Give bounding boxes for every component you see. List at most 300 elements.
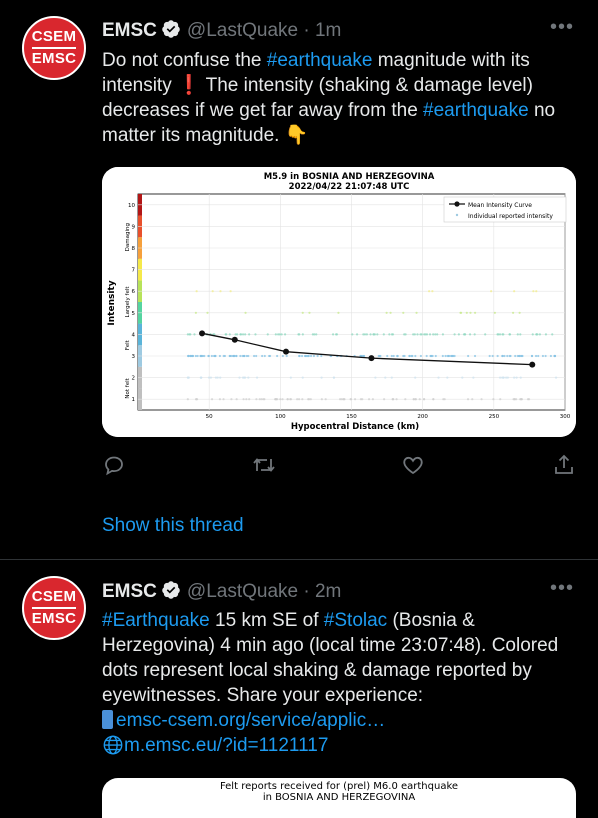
individual-report-point — [195, 398, 197, 400]
avatar-text-bottom: EMSC — [31, 50, 77, 67]
individual-report-point — [508, 333, 510, 335]
hashtag-link[interactable]: #earthquake — [266, 50, 373, 71]
individual-report-point — [307, 355, 309, 357]
x-tick-label: 50 — [205, 414, 213, 420]
individual-report-point — [520, 377, 522, 379]
mean-intensity-point — [232, 337, 238, 343]
individual-report-point — [471, 398, 473, 400]
individual-report-point — [501, 333, 503, 335]
individual-report-point — [302, 333, 304, 335]
individual-report-point — [279, 398, 281, 400]
individual-report-point — [423, 398, 425, 400]
text-segment: Do not confuse the — [102, 50, 267, 71]
individual-report-point — [343, 398, 345, 400]
individual-report-point — [515, 377, 517, 379]
x-tick-label: 300 — [559, 414, 571, 420]
individual-report-point — [474, 355, 476, 357]
individual-report-point — [244, 333, 246, 335]
pointing-down-emoji: 👇 — [284, 125, 309, 146]
individual-report-point — [248, 398, 250, 400]
individual-report-point — [501, 355, 503, 357]
individual-report-point — [238, 377, 240, 379]
individual-report-point — [267, 333, 269, 335]
individual-report-point — [229, 333, 231, 335]
text-segment: (Bosnia & Herzegovina) 4 min ago (local time 23:07:48). Colored dots represent local shaking & damage reported by eyewitnesses. Share your experience: — [102, 610, 559, 706]
individual-report-point — [512, 312, 514, 314]
individual-report-point — [286, 355, 288, 357]
individual-report-point — [421, 333, 423, 335]
individual-report-point — [509, 355, 511, 357]
individual-report-point — [197, 355, 199, 357]
verified-badge-icon — [161, 580, 181, 600]
individual-report-point — [484, 333, 486, 335]
individual-report-point — [384, 377, 386, 379]
individual-report-point — [528, 398, 530, 400]
individual-report-point — [376, 333, 378, 335]
individual-report-point — [301, 398, 303, 400]
avatar-text-bottom: EMSC — [31, 610, 77, 627]
individual-report-point — [555, 377, 557, 379]
x-axis-label: Hypocentral Distance (km) — [290, 422, 420, 432]
individual-report-point — [188, 333, 190, 335]
individual-report-point — [467, 355, 469, 357]
individual-report-point — [236, 398, 238, 400]
individual-report-point — [386, 312, 388, 314]
y-tick-label: 3 — [131, 354, 135, 360]
individual-report-point — [517, 355, 519, 357]
individual-report-point — [408, 355, 410, 357]
individual-report-point — [447, 355, 449, 357]
individual-report-point — [255, 398, 257, 400]
verified-badge-icon — [161, 19, 181, 39]
share-icon[interactable] — [552, 453, 576, 477]
individual-report-point — [230, 355, 232, 357]
individual-report-point — [242, 398, 244, 400]
individual-report-point — [301, 355, 303, 357]
chart-subtitle: 2022/04/22 21:07:48 UTC — [288, 182, 410, 192]
individual-report-point — [356, 333, 358, 335]
individual-report-point — [507, 377, 509, 379]
individual-report-point — [248, 333, 250, 335]
mean-intensity-point — [368, 355, 374, 361]
author-name[interactable]: EMSC — [102, 20, 157, 41]
individual-report-point — [269, 355, 271, 357]
individual-report-point — [497, 355, 499, 357]
individual-report-point — [480, 398, 482, 400]
like-icon[interactable] — [401, 453, 425, 477]
intensity-band-label: Damaging — [125, 223, 131, 252]
individual-report-point — [434, 333, 436, 335]
individual-report-point — [539, 333, 541, 335]
avatar[interactable] — [22, 16, 86, 80]
tweet-text — [102, 48, 582, 148]
individual-report-point — [274, 398, 276, 400]
more-options-icon[interactable]: ••• — [549, 16, 574, 38]
individual-report-point — [458, 333, 460, 335]
individual-report-point — [395, 398, 397, 400]
individual-report-point — [282, 355, 284, 357]
y-axis-label: Intensity — [107, 280, 117, 326]
individual-report-point — [289, 398, 291, 400]
tweet-time[interactable]: · 1m — [303, 20, 342, 41]
individual-report-point — [464, 333, 466, 335]
individual-report-point — [521, 355, 523, 357]
individual-report-point — [383, 333, 385, 335]
author-handle[interactable]: @LastQuake — [186, 581, 299, 602]
individual-report-point — [362, 333, 364, 335]
intensity-chart — [102, 167, 576, 437]
individual-report-point — [206, 312, 208, 314]
individual-report-point — [416, 333, 418, 335]
individual-report-point — [256, 377, 258, 379]
individual-report-point — [435, 355, 437, 357]
individual-report-point — [211, 398, 213, 400]
individual-report-point — [550, 355, 552, 357]
avatar-text-top: CSEM — [31, 28, 77, 45]
individual-report-point — [420, 355, 422, 357]
individual-report-point — [432, 333, 434, 335]
individual-report-point — [374, 377, 376, 379]
hashtag-link[interactable]: #Earthquake — [102, 610, 210, 631]
mean-intensity-point — [199, 330, 205, 336]
individual-report-point — [302, 312, 304, 314]
x-tick-label: 100 — [275, 414, 286, 420]
mobile-phone-icon — [102, 710, 113, 729]
individual-report-point — [544, 355, 546, 357]
individual-report-point — [308, 312, 310, 314]
individual-report-point — [430, 355, 432, 357]
text-segment: 15 km SE of — [209, 610, 324, 631]
individual-report-point — [187, 355, 189, 357]
avatar[interactable] — [22, 576, 86, 640]
intensity-band-label: Felt — [125, 340, 131, 351]
individual-report-point — [243, 377, 245, 379]
individual-report-point — [391, 377, 393, 379]
individual-report-point — [219, 355, 221, 357]
individual-report-point — [317, 355, 319, 357]
individual-report-point — [354, 398, 356, 400]
individual-report-point — [532, 290, 534, 292]
individual-report-point — [402, 355, 404, 357]
individual-report-point — [296, 398, 298, 400]
individual-report-point — [469, 312, 471, 314]
individual-report-point — [264, 355, 266, 357]
individual-report-point — [531, 355, 533, 357]
individual-report-point — [431, 290, 433, 292]
intensity-band-label: Not felt — [125, 378, 131, 399]
individual-report-point — [474, 312, 476, 314]
individual-report-point — [210, 377, 212, 379]
individual-report-point — [391, 355, 393, 357]
retweet-icon[interactable] — [252, 453, 276, 477]
reply-icon[interactable] — [102, 453, 126, 477]
individual-report-point — [506, 355, 508, 357]
author-handle[interactable]: @LastQuake — [186, 20, 299, 41]
individual-report-point — [389, 312, 391, 314]
individual-report-point — [193, 333, 195, 335]
individual-report-point — [281, 398, 283, 400]
individual-report-point — [545, 333, 547, 335]
individual-report-point — [211, 355, 213, 357]
individual-report-point — [519, 312, 521, 314]
x-tick-label: 200 — [417, 414, 428, 420]
individual-report-point — [551, 333, 553, 335]
individual-report-point — [320, 377, 322, 379]
individual-report-point — [320, 355, 322, 357]
individual-report-point — [310, 355, 312, 357]
individual-report-point — [472, 377, 474, 379]
y-tick-label: 5 — [131, 310, 135, 317]
individual-report-point — [461, 377, 463, 379]
individual-report-point — [517, 333, 519, 335]
chart-card[interactable] — [102, 167, 576, 437]
individual-report-point — [219, 377, 221, 379]
tweet-actions — [102, 453, 576, 477]
individual-report-point — [259, 398, 261, 400]
tweet-header — [102, 580, 341, 602]
individual-report-point — [196, 290, 198, 292]
individual-report-point — [298, 333, 300, 335]
individual-report-point — [413, 398, 415, 400]
intensity-band-label: Largely felt — [125, 286, 131, 318]
individual-report-point — [262, 398, 264, 400]
individual-report-point — [304, 355, 306, 357]
individual-report-point — [535, 333, 537, 335]
individual-report-point — [392, 333, 394, 335]
tweet-time[interactable]: · 2m — [303, 581, 342, 602]
exclamation-emoji: ❗ — [176, 75, 201, 96]
individual-report-point — [242, 333, 244, 335]
individual-report-point — [195, 312, 197, 314]
individual-report-point — [261, 355, 263, 357]
individual-report-point — [429, 333, 431, 335]
x-tick-label: 250 — [488, 414, 500, 420]
individual-report-point — [233, 355, 235, 357]
individual-report-point — [494, 312, 496, 314]
individual-report-point — [230, 398, 232, 400]
individual-report-point — [499, 398, 501, 400]
individual-report-point — [239, 333, 241, 335]
individual-report-point — [290, 377, 292, 379]
legend-individual-reports: Individual reported intensity — [468, 213, 553, 220]
individual-report-point — [224, 355, 226, 357]
individual-report-point — [315, 333, 317, 335]
individual-report-point — [466, 312, 468, 314]
y-tick-label: 4 — [131, 332, 135, 339]
more-options-icon[interactable]: ••• — [549, 577, 574, 599]
individual-report-point — [532, 333, 534, 335]
individual-report-point — [255, 355, 257, 357]
y-tick-label: 10 — [128, 202, 135, 209]
y-tick-label: 7 — [131, 267, 135, 274]
individual-report-point — [325, 398, 327, 400]
individual-report-point — [411, 355, 413, 357]
app-link[interactable]: emsc-csem.org/service/applic… — [116, 710, 386, 731]
individual-report-point — [187, 377, 189, 379]
individual-report-point — [244, 312, 246, 314]
y-tick-label: 8 — [131, 246, 135, 252]
individual-report-point — [361, 355, 363, 357]
individual-report-point — [444, 398, 446, 400]
card-title-line2: in BOSNIA AND HERZEGOVINA — [262, 792, 416, 803]
individual-report-point — [308, 398, 310, 400]
individual-report-point — [405, 333, 407, 335]
individual-report-point — [190, 355, 192, 357]
individual-report-point — [349, 398, 351, 400]
individual-report-point — [277, 333, 279, 335]
mean-intensity-point — [529, 362, 535, 368]
author-name[interactable]: EMSC — [102, 581, 157, 602]
individual-report-point — [436, 333, 438, 335]
individual-report-point — [187, 398, 189, 400]
individual-report-point — [444, 355, 446, 357]
individual-report-point — [554, 355, 556, 357]
individual-report-point — [230, 290, 232, 292]
individual-report-point — [490, 290, 492, 292]
individual-report-point — [247, 377, 249, 379]
individual-report-point — [459, 312, 461, 314]
individual-report-point — [415, 312, 417, 314]
felt-reports-card[interactable] — [102, 778, 576, 818]
hashtag-link[interactable]: #Stolac — [323, 610, 388, 631]
individual-report-point — [254, 333, 256, 335]
individual-report-point — [386, 355, 388, 357]
individual-report-point — [298, 398, 300, 400]
individual-report-point — [368, 398, 370, 400]
mobile-link[interactable]: m.emsc.eu/?id=1121117 — [124, 735, 329, 756]
x-tick-label: 150 — [346, 414, 357, 420]
individual-report-point — [513, 377, 515, 379]
individual-report-point — [535, 355, 537, 357]
individual-report-point — [442, 333, 444, 335]
individual-report-point — [332, 333, 334, 335]
legend-mean-curve: Mean Intensity Curve — [468, 202, 532, 209]
individual-report-point — [513, 290, 515, 292]
hashtag-link[interactable]: #earthquake — [423, 100, 529, 121]
individual-report-point — [392, 398, 394, 400]
individual-report-point — [469, 333, 471, 335]
individual-report-point — [200, 377, 202, 379]
y-tick-label: 1 — [131, 397, 135, 404]
individual-report-point — [414, 377, 416, 379]
individual-report-point — [253, 355, 255, 357]
y-tick-label: 2 — [131, 375, 135, 382]
text-segment: magnitude with its intensity — [102, 50, 530, 96]
individual-report-point — [203, 355, 205, 357]
individual-report-point — [415, 398, 417, 400]
individual-report-point — [366, 333, 368, 335]
individual-report-point — [372, 333, 374, 335]
individual-report-point — [492, 355, 494, 357]
individual-report-point — [521, 398, 523, 400]
individual-report-point — [239, 355, 241, 357]
individual-report-point — [275, 333, 277, 335]
individual-report-point — [235, 355, 237, 357]
individual-report-point — [492, 398, 494, 400]
individual-report-point — [243, 355, 245, 357]
chart-legend — [444, 197, 566, 222]
individual-report-point — [284, 333, 286, 335]
text-segment: The intensity (shaking & damage level) decreases if we get far away from the — [102, 75, 533, 121]
individual-report-point — [369, 333, 371, 335]
avatar-text-top: CSEM — [31, 588, 77, 605]
individual-report-point — [383, 398, 385, 400]
individual-report-point — [537, 355, 539, 357]
individual-report-point — [426, 333, 428, 335]
individual-report-point — [501, 377, 503, 379]
individual-report-point — [432, 398, 434, 400]
show-thread-link[interactable]: Show this thread — [102, 515, 244, 536]
individual-report-point — [192, 355, 194, 357]
individual-report-point — [236, 333, 238, 335]
y-tick-label: 6 — [131, 289, 135, 296]
y-tick-label: 9 — [131, 224, 135, 231]
individual-report-point — [402, 312, 404, 314]
individual-report-point — [339, 398, 341, 400]
individual-report-point — [207, 355, 209, 357]
individual-report-point — [222, 398, 224, 400]
individual-report-point — [337, 312, 339, 314]
individual-report-point — [446, 377, 448, 379]
individual-report-point — [200, 355, 202, 357]
avatar-divider — [32, 47, 76, 49]
individual-report-point — [503, 355, 505, 357]
individual-report-point — [333, 377, 335, 379]
individual-report-point — [437, 377, 439, 379]
individual-report-point — [215, 377, 217, 379]
individual-report-point — [514, 355, 516, 357]
tweet-divider — [0, 559, 598, 560]
individual-report-point — [467, 398, 469, 400]
card-title-line1: Felt reports received for (prel) M6.0 earthquake — [219, 781, 459, 792]
individual-report-point — [542, 355, 544, 357]
individual-report-point — [454, 355, 456, 357]
individual-report-point — [512, 398, 514, 400]
individual-report-point — [397, 355, 399, 357]
individual-report-point — [474, 333, 476, 335]
tweet-header — [102, 19, 341, 41]
mean-intensity-point — [283, 349, 289, 355]
individual-report-point — [219, 398, 221, 400]
individual-report-point — [404, 398, 406, 400]
individual-report-point — [414, 355, 416, 357]
individual-report-point — [453, 333, 455, 335]
individual-report-point — [412, 333, 414, 335]
individual-report-point — [426, 355, 428, 357]
individual-report-point — [302, 377, 304, 379]
individual-report-point — [519, 333, 521, 335]
individual-report-point — [535, 290, 537, 292]
individual-report-point — [212, 290, 214, 292]
individual-report-point — [351, 333, 353, 335]
individual-report-point — [378, 355, 380, 357]
individual-report-point — [419, 398, 421, 400]
individual-report-point — [361, 398, 363, 400]
individual-report-point — [335, 333, 337, 335]
individual-report-point — [372, 398, 374, 400]
individual-report-point — [499, 377, 501, 379]
individual-report-point — [313, 355, 315, 357]
globe-icon — [102, 734, 124, 756]
avatar-divider — [32, 607, 76, 609]
individual-report-point — [286, 398, 288, 400]
individual-report-point — [214, 355, 216, 357]
individual-report-point — [219, 290, 221, 292]
individual-report-point — [312, 333, 314, 335]
individual-report-point — [428, 290, 430, 292]
text-segment: no matter its magnitude. — [102, 100, 556, 146]
individual-report-point — [245, 398, 247, 400]
